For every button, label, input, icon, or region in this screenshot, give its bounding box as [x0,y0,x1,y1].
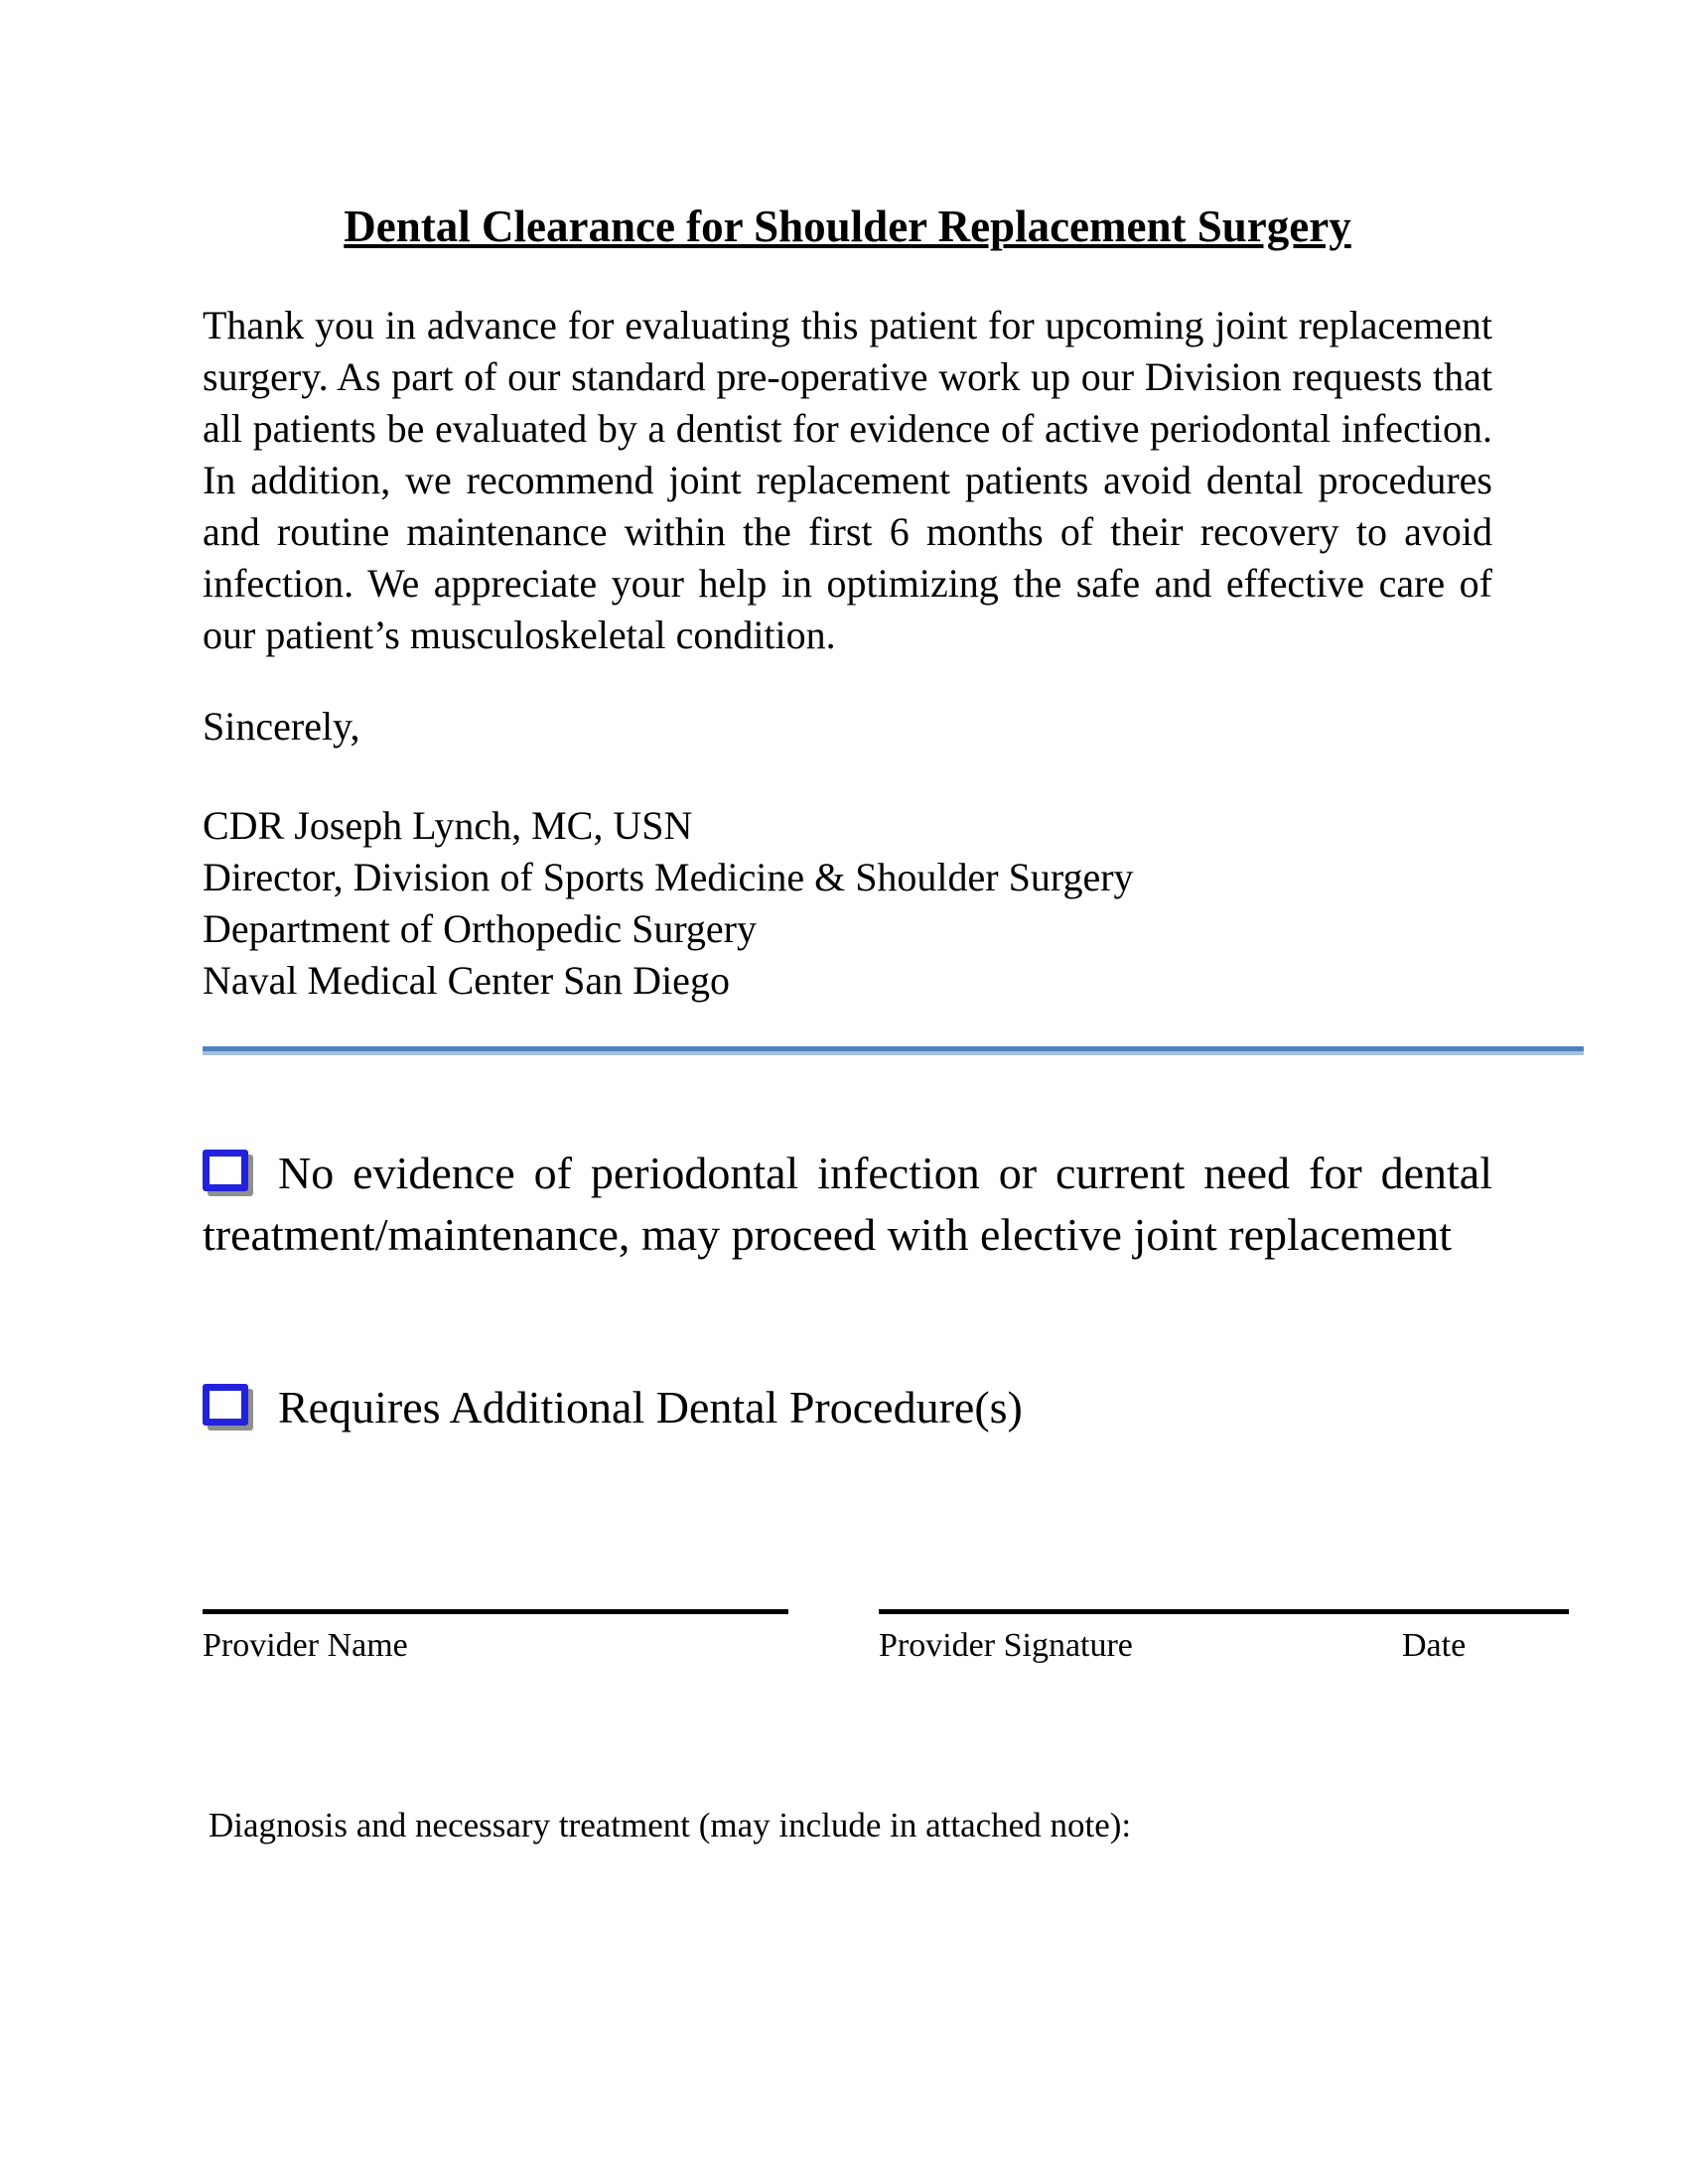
signature-block-title: Director, Division of Sports Medicine & Shoulder Surgery [203,855,1134,899]
provider-signature-labels [879,1626,1569,1666]
option-no-infection [203,1143,1492,1266]
signature-fields-row [203,1609,1584,1708]
signature-block [203,800,1492,1007]
section-divider [203,1046,1584,1051]
option-no-infection-label: No evidence of periodontal infection or current need for dental treatment/maintenance, may proceed with elective joint replacement [203,1148,1492,1260]
option-requires-procedures [203,1377,1492,1438]
no-infection-checkbox[interactable] [203,1150,248,1191]
provider-name-label: Provider Name [203,1627,408,1664]
provider-signature-field [879,1609,1569,1666]
signature-block-name: CDR Joseph Lynch, MC, USN [203,803,693,848]
closing-line: Sincerely, [203,704,360,749]
requires-procedures-checkbox[interactable] [203,1384,248,1426]
diagnosis-label: Diagnosis and necessary treatment (may include in attached note): [209,1806,1132,1844]
signature-block-institution: Naval Medical Center San Diego [203,958,730,1003]
clearance-options [203,1143,1584,1438]
intro-paragraph: Thank you in advance for evaluating this patient for upcoming joint replacement surgery. As part of our standard pre-operative work up our Division requests that all patients be evaluated by a dentist for evidence of active periodontal infection. In addition, we recommend joint replacement patients avoid dental procedures and routine maintenance within the first 6 months of their recovery to avoid infection. We appreciate your help in optimizing the safe and effective care of our patient’s musculoskeletal condition. [203,303,1492,657]
date-label: Date [1402,1627,1467,1664]
provider-signature-label: Provider Signature [879,1627,1133,1664]
provider-signature-line [879,1609,1569,1614]
page-title: Dental Clearance for Shoulder Replacement Surgery [344,202,1351,251]
document-content [203,199,1584,1847]
option-requires-procedures-label: Requires Additional Dental Procedure(s) [278,1382,1023,1433]
provider-name-line [203,1609,788,1614]
signature-block-department: Department of Orthopedic Surgery [203,906,757,951]
provider-name-field [203,1609,788,1666]
